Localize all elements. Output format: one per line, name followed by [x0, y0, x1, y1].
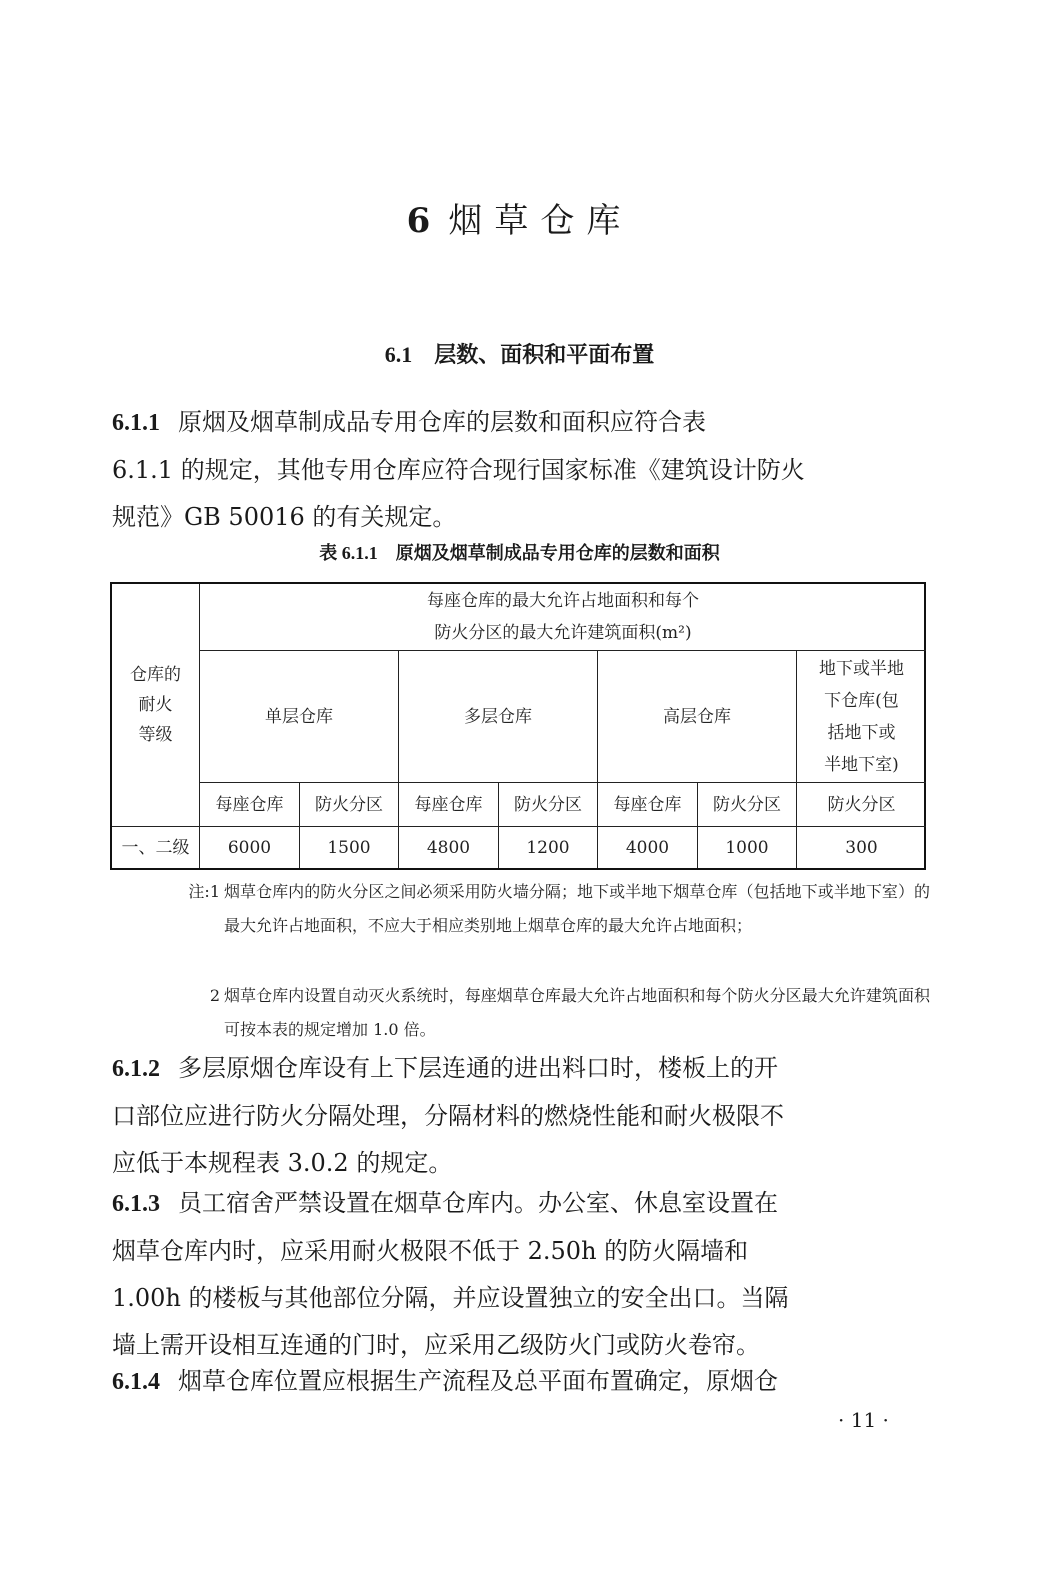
area-group-header [200, 584, 926, 650]
value-cell: 300 [845, 837, 878, 858]
clause-6-1-1 [112, 399, 927, 541]
value-cell: 4000 [625, 837, 670, 858]
clause-line: 应低于本规程表 3.0.2 的规定。 [112, 1149, 453, 1177]
chapter-heading [0, 196, 1039, 246]
value-cell: 4800 [426, 837, 471, 858]
note-label: 2 [209, 986, 220, 1005]
note-text: 烟草仓库内设置自动灭火系统时，每座烟草仓库最大允许占地面积和每个防火分区最大允许建筑面积可按本表的规定增加 1.0 倍。 [224, 986, 930, 1039]
value-cell: 1200 [526, 837, 570, 858]
clause-6-1-2 [112, 1045, 927, 1187]
clause-number: 6.1.1 [112, 410, 160, 436]
fire-grade-header [112, 584, 199, 826]
subheader: 每座仓库 [215, 794, 284, 815]
clause-text: 多层原烟仓库设有上下层连通的进出料口时，楼板上的开 [178, 1054, 778, 1082]
clause-line: 烟草仓库内时，应采用耐火极限不低于 2.50h 的防火隔墙和 [112, 1237, 749, 1265]
header-line: 防火分区的最大允许建筑面积(m²) [434, 623, 692, 643]
note-label: 注:1 [188, 882, 220, 901]
value-cell: 6000 [227, 837, 272, 858]
clause-line [112, 1180, 927, 1228]
clause-line [112, 1045, 927, 1093]
subheader: 防火分区 [713, 794, 781, 815]
clause-number: 6.1.4 [112, 1369, 160, 1395]
section-heading [0, 335, 1039, 376]
chapter-number: 6 [406, 201, 431, 241]
header-line: 半地下室) [824, 754, 899, 775]
clause-text: 员工宿舍严禁设置在烟草仓库内。办公室、休息室设置在 [178, 1189, 778, 1217]
clause-text: 烟草仓库位置应根据生产流程及总平面布置确定，原烟仓 [178, 1367, 778, 1395]
underground-header [797, 651, 926, 782]
table-caption-number: 表 6.1.1 [319, 543, 378, 563]
value-cell: 1500 [327, 837, 371, 858]
clause-6-1-4 [112, 1358, 927, 1406]
clause-line: 规范》GB 50016 的有关规定。 [112, 503, 457, 531]
section-number: 6.1 [384, 342, 413, 367]
clause-line: 1.00h 的楼板与其他部位分隔，并应设置独立的安全出口。当隔 [112, 1284, 789, 1312]
chapter-title: 烟草仓库 [448, 201, 633, 241]
clause-line: 6.1.1 的规定，其他专用仓库应符合现行国家标准《建筑设计防火 [112, 456, 805, 484]
header-line: 地下或半地 [819, 658, 904, 679]
header-line: 耐火 [138, 695, 173, 715]
high-rise-header: 高层仓库 [663, 706, 731, 727]
subheader: 防火分区 [315, 794, 383, 815]
header-line: 下仓库(包 [824, 690, 899, 711]
page-number: · 11 · [838, 1408, 889, 1432]
clause-line: 口部位应进行防火分隔处理，分隔材料的燃烧性能和耐火极限不 [112, 1102, 784, 1130]
table-caption-title: 原烟及烟草制成品专用仓库的层数和面积 [395, 543, 720, 564]
value-cell: 1000 [725, 837, 769, 858]
area-limits-table [110, 582, 926, 870]
single-storey-header: 单层仓库 [265, 706, 333, 727]
note-text: 烟草仓库内的防火分区之间必须采用防火墙分隔；地下或半地下烟草仓库（包括地下或半地下室）的最大允许占地面积，不应大于相应类别地上烟草仓库的最大允许占地面积； [224, 882, 930, 935]
clause-number: 6.1.2 [112, 1056, 160, 1082]
clause-text: 原烟及烟草制成品专用仓库的层数和面积应符合表 [178, 408, 706, 436]
table-caption [0, 533, 1039, 574]
subheader: 每座仓库 [414, 794, 483, 815]
clause-line [112, 399, 927, 447]
multi-storey-header: 多层仓库 [464, 706, 532, 727]
grade-cell: 一、二级 [121, 837, 190, 858]
header-line: 每座仓库的最大允许占地面积和每个 [427, 591, 699, 611]
header-line: 仓库的 [130, 665, 181, 685]
clause-number: 6.1.3 [112, 1191, 160, 1217]
subheader: 每座仓库 [613, 794, 682, 815]
clause-6-1-3 [112, 1180, 927, 1369]
section-title: 层数、面积和平面布置 [434, 343, 655, 368]
header-line: 等级 [138, 725, 173, 745]
subheader: 防火分区 [827, 794, 896, 815]
subheader: 防火分区 [514, 794, 582, 815]
header-line: 括地下或 [827, 722, 896, 743]
clause-line [112, 1358, 927, 1406]
clause-line: 墙上需开设相互连通的门时，应采用乙级防火门或防火卷帘。 [112, 1331, 760, 1359]
